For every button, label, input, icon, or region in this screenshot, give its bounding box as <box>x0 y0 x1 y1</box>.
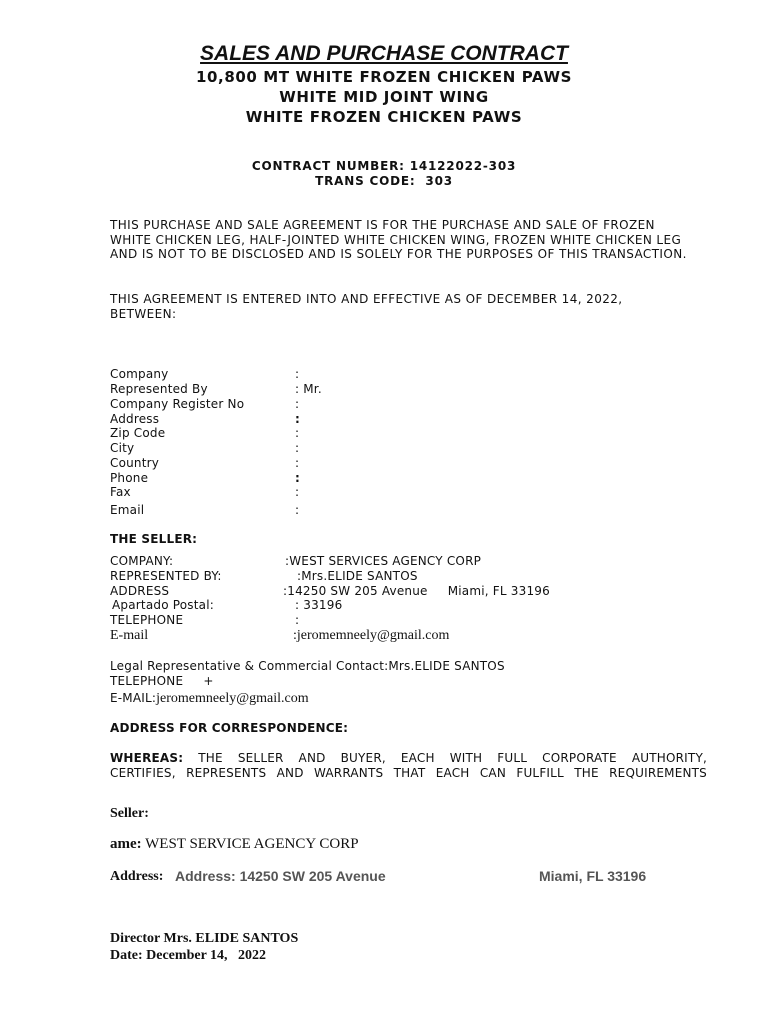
legal-representative: Legal Representative & Commercial Contact:Mrs.ELIDE SANTOS <box>110 659 505 673</box>
buyer-value-represented: : Mr. <box>295 382 322 396</box>
seller-label-postal: Apartado Postal: <box>112 598 214 612</box>
seller-signature-label: Seller: <box>110 806 149 821</box>
buyer-label-fax: Fax <box>110 485 131 499</box>
seller-label-represented: REPRESENTED BY: <box>110 569 222 583</box>
buyer-label-represented: Represented By <box>110 382 208 396</box>
contract-number: CONTRACT NUMBER: 14122022-303 <box>251 159 517 173</box>
legal-email <box>110 689 309 707</box>
buyer-label-zip: Zip Code <box>110 426 166 440</box>
buyer-value-address: : <box>295 412 300 426</box>
buyer-label-country: Country <box>110 456 160 470</box>
seller-value-telephone: : <box>295 613 300 627</box>
buyer-value-fax: : <box>295 485 300 499</box>
buyer-label-company: Company <box>110 367 169 381</box>
subtitle-3: WHITE FROZEN CHICKEN PAWS <box>245 108 523 126</box>
seller-name-line <box>110 836 359 853</box>
seller-value-postal: : 33196 <box>295 598 343 612</box>
signature-city-value: Miami, FL 33196 <box>539 868 647 884</box>
buyer-value-company: : <box>295 367 300 381</box>
buyer-label-city: City <box>110 441 135 455</box>
buyer-value-register: : <box>295 397 300 411</box>
legal-email-value: jeromemneely@gmail.com <box>156 691 309 706</box>
subtitle-1: 10,800 MT WHITE FROZEN CHICKEN PAWS <box>195 68 572 86</box>
seller-value-company: :WEST SERVICES AGENCY CORP <box>285 554 482 568</box>
seller-label-company: COMPANY: <box>110 554 174 568</box>
intro-paragraph-2: THIS AGREEMENT IS ENTERED INTO AND EFFECTIVE AS OF DECEMBER 14, 2022, BETWEEN: <box>110 292 623 321</box>
seller-heading: THE SELLER: <box>110 532 198 546</box>
correspondence-heading: ADDRESS FOR CORRESPONDENCE: <box>110 721 349 735</box>
seller-label-address: ADDRESS <box>110 584 170 598</box>
legal-email-label: E-MAIL: <box>110 691 157 705</box>
buyer-label-email: Email <box>110 503 145 517</box>
whereas-line-1 <box>110 751 707 766</box>
seller-company-name: WEST SERVICE AGENCY CORP <box>141 836 359 852</box>
signature-date: Date: December 14, 2022 <box>110 948 267 963</box>
signature-address-label: Address: <box>110 869 164 884</box>
name-label: ame: <box>110 836 142 852</box>
subtitle-2: WHITE MID JOINT WING <box>279 88 489 106</box>
buyer-label-address: Address <box>110 412 160 426</box>
whereas-text: THE SELLER AND BUYER, EACH WITH FULL CORPORATE AUTHORITY, <box>183 751 707 765</box>
signature-address-value: Address: 14250 SW 205 Avenue <box>175 868 386 884</box>
seller-value-email: :jeromemneely@gmail.com <box>293 628 450 643</box>
seller-label-telephone: TELEPHONE <box>110 613 184 627</box>
intro-paragraph-1: THIS PURCHASE AND SALE AGREEMENT IS FOR THE PURCHASE AND SALE OF FROZEN WHITE CHICKEN LEG, HALF-JOINTED WHITE CHICKEN WING, FROZEN WHITE CHICKEN LEG AND IS NOT TO BE DISCLOSED AND IS SOLELY FOR THE PURPOSES OF THIS TRANSACTION. <box>110 218 687 262</box>
buyer-label-register: Company Register No <box>110 397 245 411</box>
whereas-line-2: CERTIFIES, REPRESENTS AND WARRANTS THAT EACH CAN FULFILL THE REQUIREMENTS <box>110 766 707 780</box>
buyer-value-country: : <box>295 456 300 470</box>
whereas-label: WHEREAS: <box>110 751 184 765</box>
buyer-label-phone: Phone <box>110 471 149 485</box>
trans-code: TRANS CODE: 303 <box>315 174 453 188</box>
buyer-value-email: : <box>295 503 300 517</box>
seller-value-represented: :Mrs.ELIDE SANTOS <box>297 569 418 583</box>
director-name: Director Mrs. ELIDE SANTOS <box>110 931 299 946</box>
buyer-value-city: : <box>295 441 300 455</box>
buyer-value-zip: : <box>295 426 300 440</box>
seller-value-address: :14250 SW 205 Avenue Miami, FL 33196 <box>283 584 550 598</box>
buyer-value-phone: : <box>295 471 300 485</box>
legal-telephone: TELEPHONE + <box>110 674 214 688</box>
seller-label-email: E-mail <box>110 628 149 643</box>
document-title: SALES AND PURCHASE CONTRACT <box>200 42 568 65</box>
